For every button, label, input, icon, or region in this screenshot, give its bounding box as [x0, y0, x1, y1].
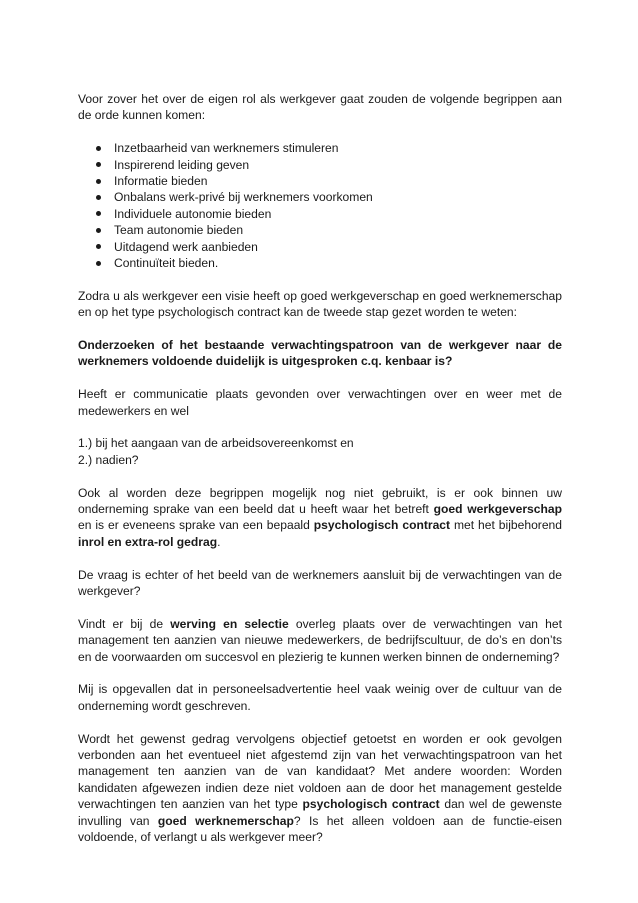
ook-bold-1: goed werkgeverschap — [433, 501, 562, 516]
bullet-icon — [96, 179, 101, 184]
ook-text-3: met het bijbehorend — [450, 518, 562, 533]
list-item-text: Team autonomie bieden — [114, 223, 244, 238]
ook-paragraph — [78, 485, 562, 551]
list-item — [78, 222, 562, 238]
list-item — [78, 206, 562, 222]
list-item — [78, 189, 562, 205]
list-item — [78, 140, 562, 156]
list-item-text: Onbalans werk-privé bij werknemers voorkomen — [114, 190, 373, 205]
heeft-paragraph: Heeft er communicatie plaats gevonden over verwachtingen over en weer met de medewerkers en wel — [78, 387, 562, 418]
wordt-text-3: ? Is het alleen voldoen aan de functie-eisen voldoende, of verlangt u als werkgever meer? — [78, 813, 562, 844]
ook-bold-3: inrol en extra-rol gedrag — [78, 534, 218, 549]
wordt-paragraph — [78, 731, 562, 846]
ook-text-2: en is er eveneens sprake van een bepaald — [78, 518, 314, 533]
list-item-text: Continuïteit bieden. — [114, 255, 219, 270]
intro-paragraph: Voor zover het over de eigen rol als werkgever gaat zouden de volgende begrippen aan de orde kunnen komen: — [78, 92, 562, 123]
vindt-text-2: overleg plaats over de verwachtingen van het management ten aanzien van nieuwe medewerkers, de bedrijfscultuur, de do’s en don’ts en de voorwaarden om succesvol en plezierig te kunnen werken binnen de onderneming? — [78, 616, 562, 664]
numbered-item-2: 2.) nadien? — [78, 452, 139, 467]
document-page — [78, 91, 562, 862]
bullet-icon — [96, 146, 101, 151]
wordt-text-2: dan wel de gewenste invulling van — [78, 797, 562, 828]
vindt-bold-1: werving en selectie — [170, 616, 289, 631]
bullet-icon — [96, 261, 101, 266]
vraag-paragraph: De vraag is echter of het beeld van de werknemers aansluit bij de verwachtingen van de werkgever? — [78, 567, 562, 598]
bullet-list — [78, 140, 562, 271]
list-item-text: Inzetbaarheid van werknemers stimuleren — [114, 141, 339, 156]
ook-bold-2: psychologisch contract — [313, 518, 451, 533]
section-heading-text: Onderzoeken of het bestaande verwachtingspatroon van de werkgever naar de werknemers voldoende duidelijk is uitgesproken c.q. kenbaar is? — [78, 337, 562, 369]
vindt-paragraph — [78, 616, 562, 665]
numbered-item-1: 1.) bij het aangaan van de arbeidsovereenkomst en — [78, 436, 354, 451]
wordt-text-1: Wordt het gewenst gedrag vervolgens objectief getoetst en worden er ook gevolgen verbonden aan het eventueel niet afgestemd zijn van het verwachtingspatroon van het management ten aanzien van de van kandidaat? Met andere woorden: Worden kandidaten afgewezen indien deze niet voldoen aan de door het management gestelde verwachtingen ten aanzien van het type — [78, 731, 562, 812]
bullet-icon — [96, 211, 101, 216]
bullet-icon — [96, 244, 101, 249]
bullet-icon — [96, 228, 101, 233]
bullet-icon — [96, 195, 101, 200]
ook-text-4: . — [217, 534, 221, 549]
wordt-bold-2: goed werknemerschap — [157, 813, 294, 828]
mij-paragraph: Mij is opgevallen dat in personeelsadvertentie heel vaak weinig over de cultuur van de onderneming wordt geschreven. — [78, 682, 562, 713]
list-item — [78, 239, 562, 255]
list-item — [78, 173, 562, 189]
list-item — [78, 255, 562, 271]
vindt-text-1: Vindt er bij de — [78, 616, 171, 631]
zodra-paragraph: Zodra u als werkgever een visie heeft op goed werkgeverschap en goed werknemerschap en op het type psychologisch contract kan de tweede stap gezet worden te weten: — [78, 288, 562, 320]
list-item-text: Uitdagend werk aanbieden — [114, 239, 258, 254]
list-item — [78, 157, 562, 173]
list-item-text: Individuele autonomie bieden — [114, 206, 272, 221]
list-item-text: Informatie bieden — [114, 173, 208, 188]
bullet-icon — [96, 162, 101, 167]
wordt-bold-1: psychologisch contract — [302, 797, 440, 812]
section-heading — [78, 337, 562, 370]
list-item-text: Inspirerend leiding geven — [114, 157, 250, 172]
ook-text-1: Ook al worden deze begrippen mogelijk nog niet gebruikt, is er ook binnen uw onderneming sprake van een beeld dat u heeft waar het betreft — [78, 485, 562, 516]
